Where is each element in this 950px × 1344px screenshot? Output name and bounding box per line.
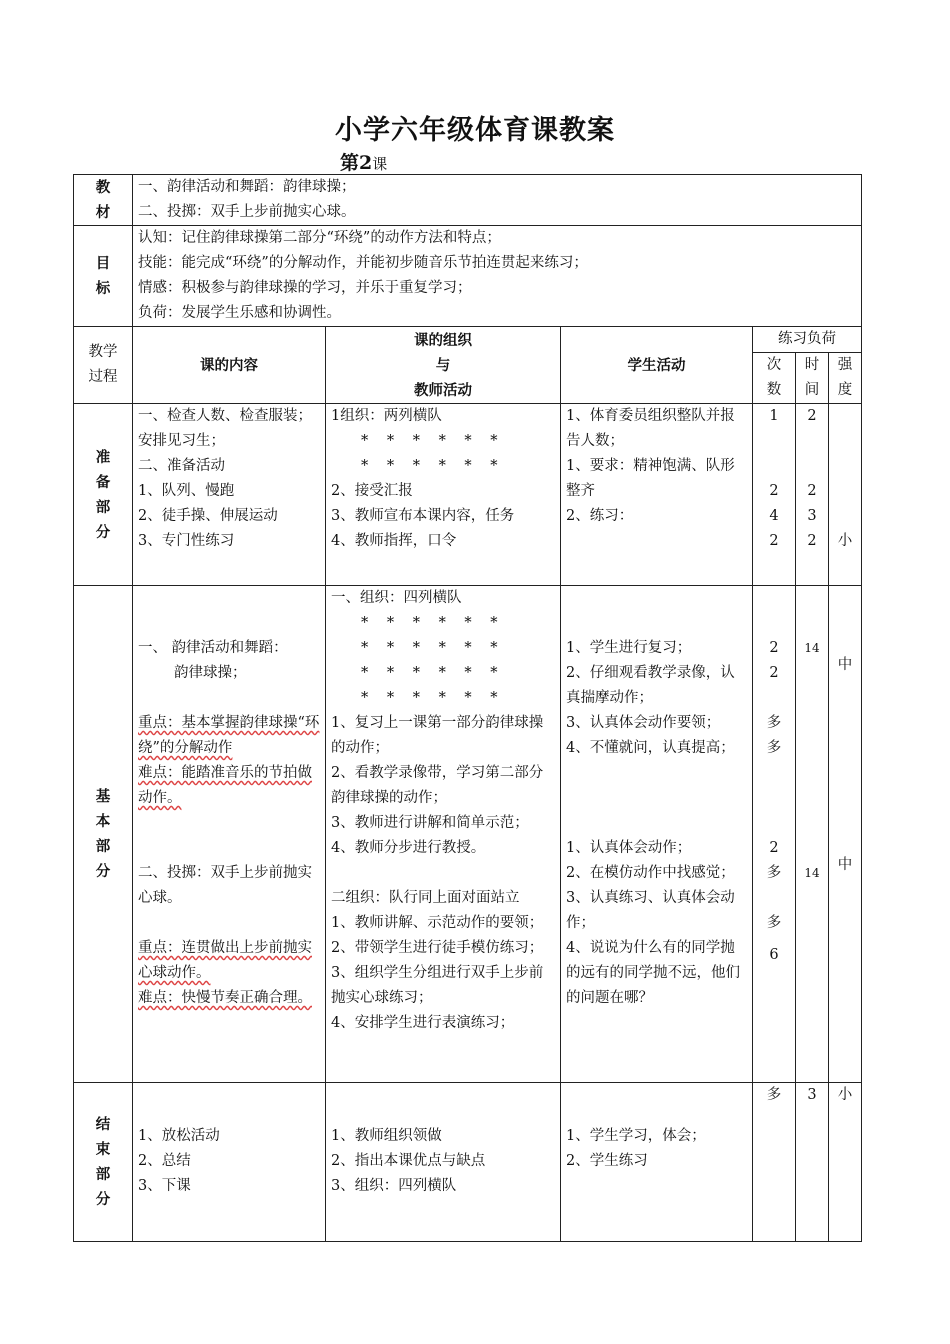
end-row [74,1083,862,1242]
prep-student: 1、体育委员组织整队并报告人数； 1、要求：精神饱满、队形整齐 2、练习： [561,404,753,586]
prep-label: 准 备 部 分 [74,404,133,586]
lesson-number: 第2课 [340,152,388,174]
basic-organization: 一、组织：四列横队 * * * * * * * * * * * * * * * * * * * * * * * * 1、复习上一课第一部分韵律球操的动作； 2、看教学录像带，学习第二部分韵律球操的动作； 3、教师进行讲解和简单示范； 4、教师分步进行教授。 二组织：队行同上面对面站立 1、教师讲解、示范动作的要领； 2、带领学生进行徒手模仿练习； 3、组织学生分组进行双手上步前抛实心球练习； 4、安排学生进行表演练习； [326,586,561,1083]
material-row [74,175,862,226]
end-label: 结 束 部 分 [74,1083,133,1242]
header-student: 学生活动 [561,327,753,404]
basic-time: 14 14 [796,586,829,1083]
material-label: 教 材 [74,175,133,226]
basic-student: 1、学生进行复习； 2、仔细观看教学录像，认真揣摩动作； 3、认真体会动作要领； 4、不懂就问，认真提高； 1、认真体会动作； 2、在模仿动作中找感觉； 3、认真练习、认真体会动作； 4、说说为什么有的同学抛的远有的同学抛不远，他们的问题在哪？ [561,586,753,1083]
prep-intensity: 小 [829,404,862,586]
header-process: 教学 过程 [74,327,133,404]
page-title: 小学六年级体育课教案 [335,115,615,146]
lesson-plan-table [73,174,862,1242]
basic-label: 基 本 部 分 [74,586,133,1083]
end-time: 3 [796,1083,829,1242]
goal-row [74,226,862,327]
end-student: 1、学生学习，体会； 2、学生练习 [561,1083,753,1242]
end-intensity: 小 [829,1083,862,1242]
prep-times: 1 2 4 2 [753,404,796,586]
material-content: 一、韵律活动和舞蹈：韵律球操； 二、投掷：双手上步前抛实心球。 [133,175,862,226]
header-intensity: 强 度 [829,353,862,404]
prep-organization: 1组织：两列横队 * * * * * * * * * * * * 2、接受汇报 3、教师宣布本课内容，任务 4、教师指挥，口令 [326,404,561,586]
prep-content: 一、检查人数、检查服装；安排见习生； 二、准备活动 1、队列、慢跑 2、徒手操、伸展运动 3、专门性练习 [133,404,326,586]
end-organization: 1、教师组织领做 2、指出本课优点与缺点 3、组织：四列横队 [326,1083,561,1242]
end-content: 1、放松活动 2、总结 3、下课 [133,1083,326,1242]
end-times: 多 [753,1083,796,1242]
goal-label: 目 标 [74,226,133,327]
header-load: 练习负荷 [753,327,862,353]
prep-time: 2 2 3 2 [796,404,829,586]
header-time: 时 间 [796,353,829,404]
basic-row [74,586,862,1083]
basic-times: 2 2 多 多 2 多 多 6 [753,586,796,1083]
goal-content: 认知：记住韵律球操第二部分“环绕”的动作方法和特点； 技能：能完成“环绕”的分解动作，并能初步随音乐节拍连贯起来练习； 情感：积极参与韵律球操的学习，并乐于重复学习； 负荷：发展学生乐感和协调性。 [133,226,862,327]
header-times: 次 数 [753,353,796,404]
basic-content: 一、 韵律活动和舞蹈： 韵律球操； 重点：基本掌握韵律球操“环绕”的分解动作 难点：能踏准音乐的节拍做动作。 二、投掷：双手上步前抛实心球。 重点：连贯做出上步前抛实心球动作。 难点：快慢节奏正确合理。 [133,586,326,1083]
header-content: 课的内容 [133,327,326,404]
header-organization: 课的组织 与 教师活动 [326,327,561,404]
prep-row [74,404,862,586]
header-row [74,327,862,353]
basic-intensity: 中 中 [829,586,862,1083]
